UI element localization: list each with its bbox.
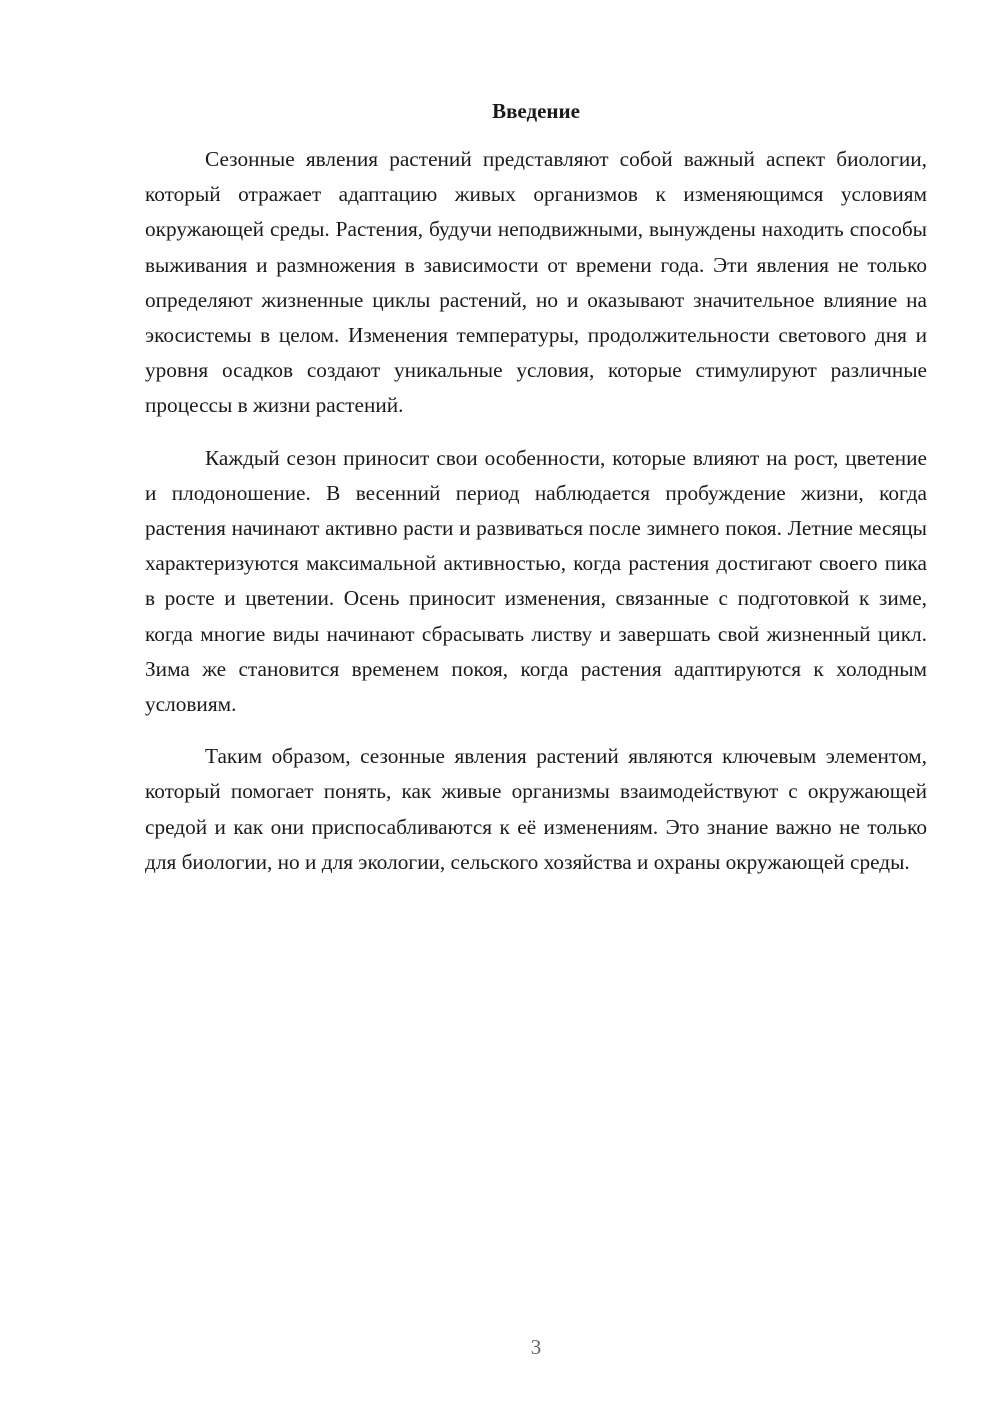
page-number: 3 [530, 1335, 542, 1359]
paragraph-2: Каждый сезон приносит свои особенности, которые влияют на рост, цветение и плодоношение. В весенний период наблюдается пробуждение жизни, когда растения начинают активно расти и развиваться после зимнего покоя. Летние месяцы характеризуются максимальной активностью, когда растения достигают своего пика в росте и цветении. Осень приносит изменения, связанные с подготовкой к зиме, когда многие виды начинают сбрасывать листву и завершать свой жизненный цикл. Зима же становится временем покоя, когда растения адаптируются к холодным условиям. [145, 445, 927, 717]
section-title: Введение [492, 99, 580, 123]
body-text [145, 142, 927, 897]
paragraph-3: Таким образом, сезонные явления растений являются ключевым элементом, который помогает понять, как живые организмы взаимодействуют с окружающей средой и как они приспосабливаются к её изменениям. Это знание важно не только для биологии, но и для экологии, сельского хозяйства и охраны окружающей среды. [145, 744, 927, 874]
paragraph-1: Сезонные явления растений представляют собой важный аспект биологии, который отражает адаптацию живых организмов к изменяющимся условиям окружающей среды. Растения, будучи неподвижными, вынуждены находить способы выживания и размножения в зависимости от времени года. Эти явления не только определяют жизненные циклы растений, но и оказывают значительное влияние на экосистемы в целом. Изменения температуры, продолжительности светового дня и уровня осадков создают уникальные условия, которые стимулируют различные процессы в жизни растений. [145, 147, 927, 418]
